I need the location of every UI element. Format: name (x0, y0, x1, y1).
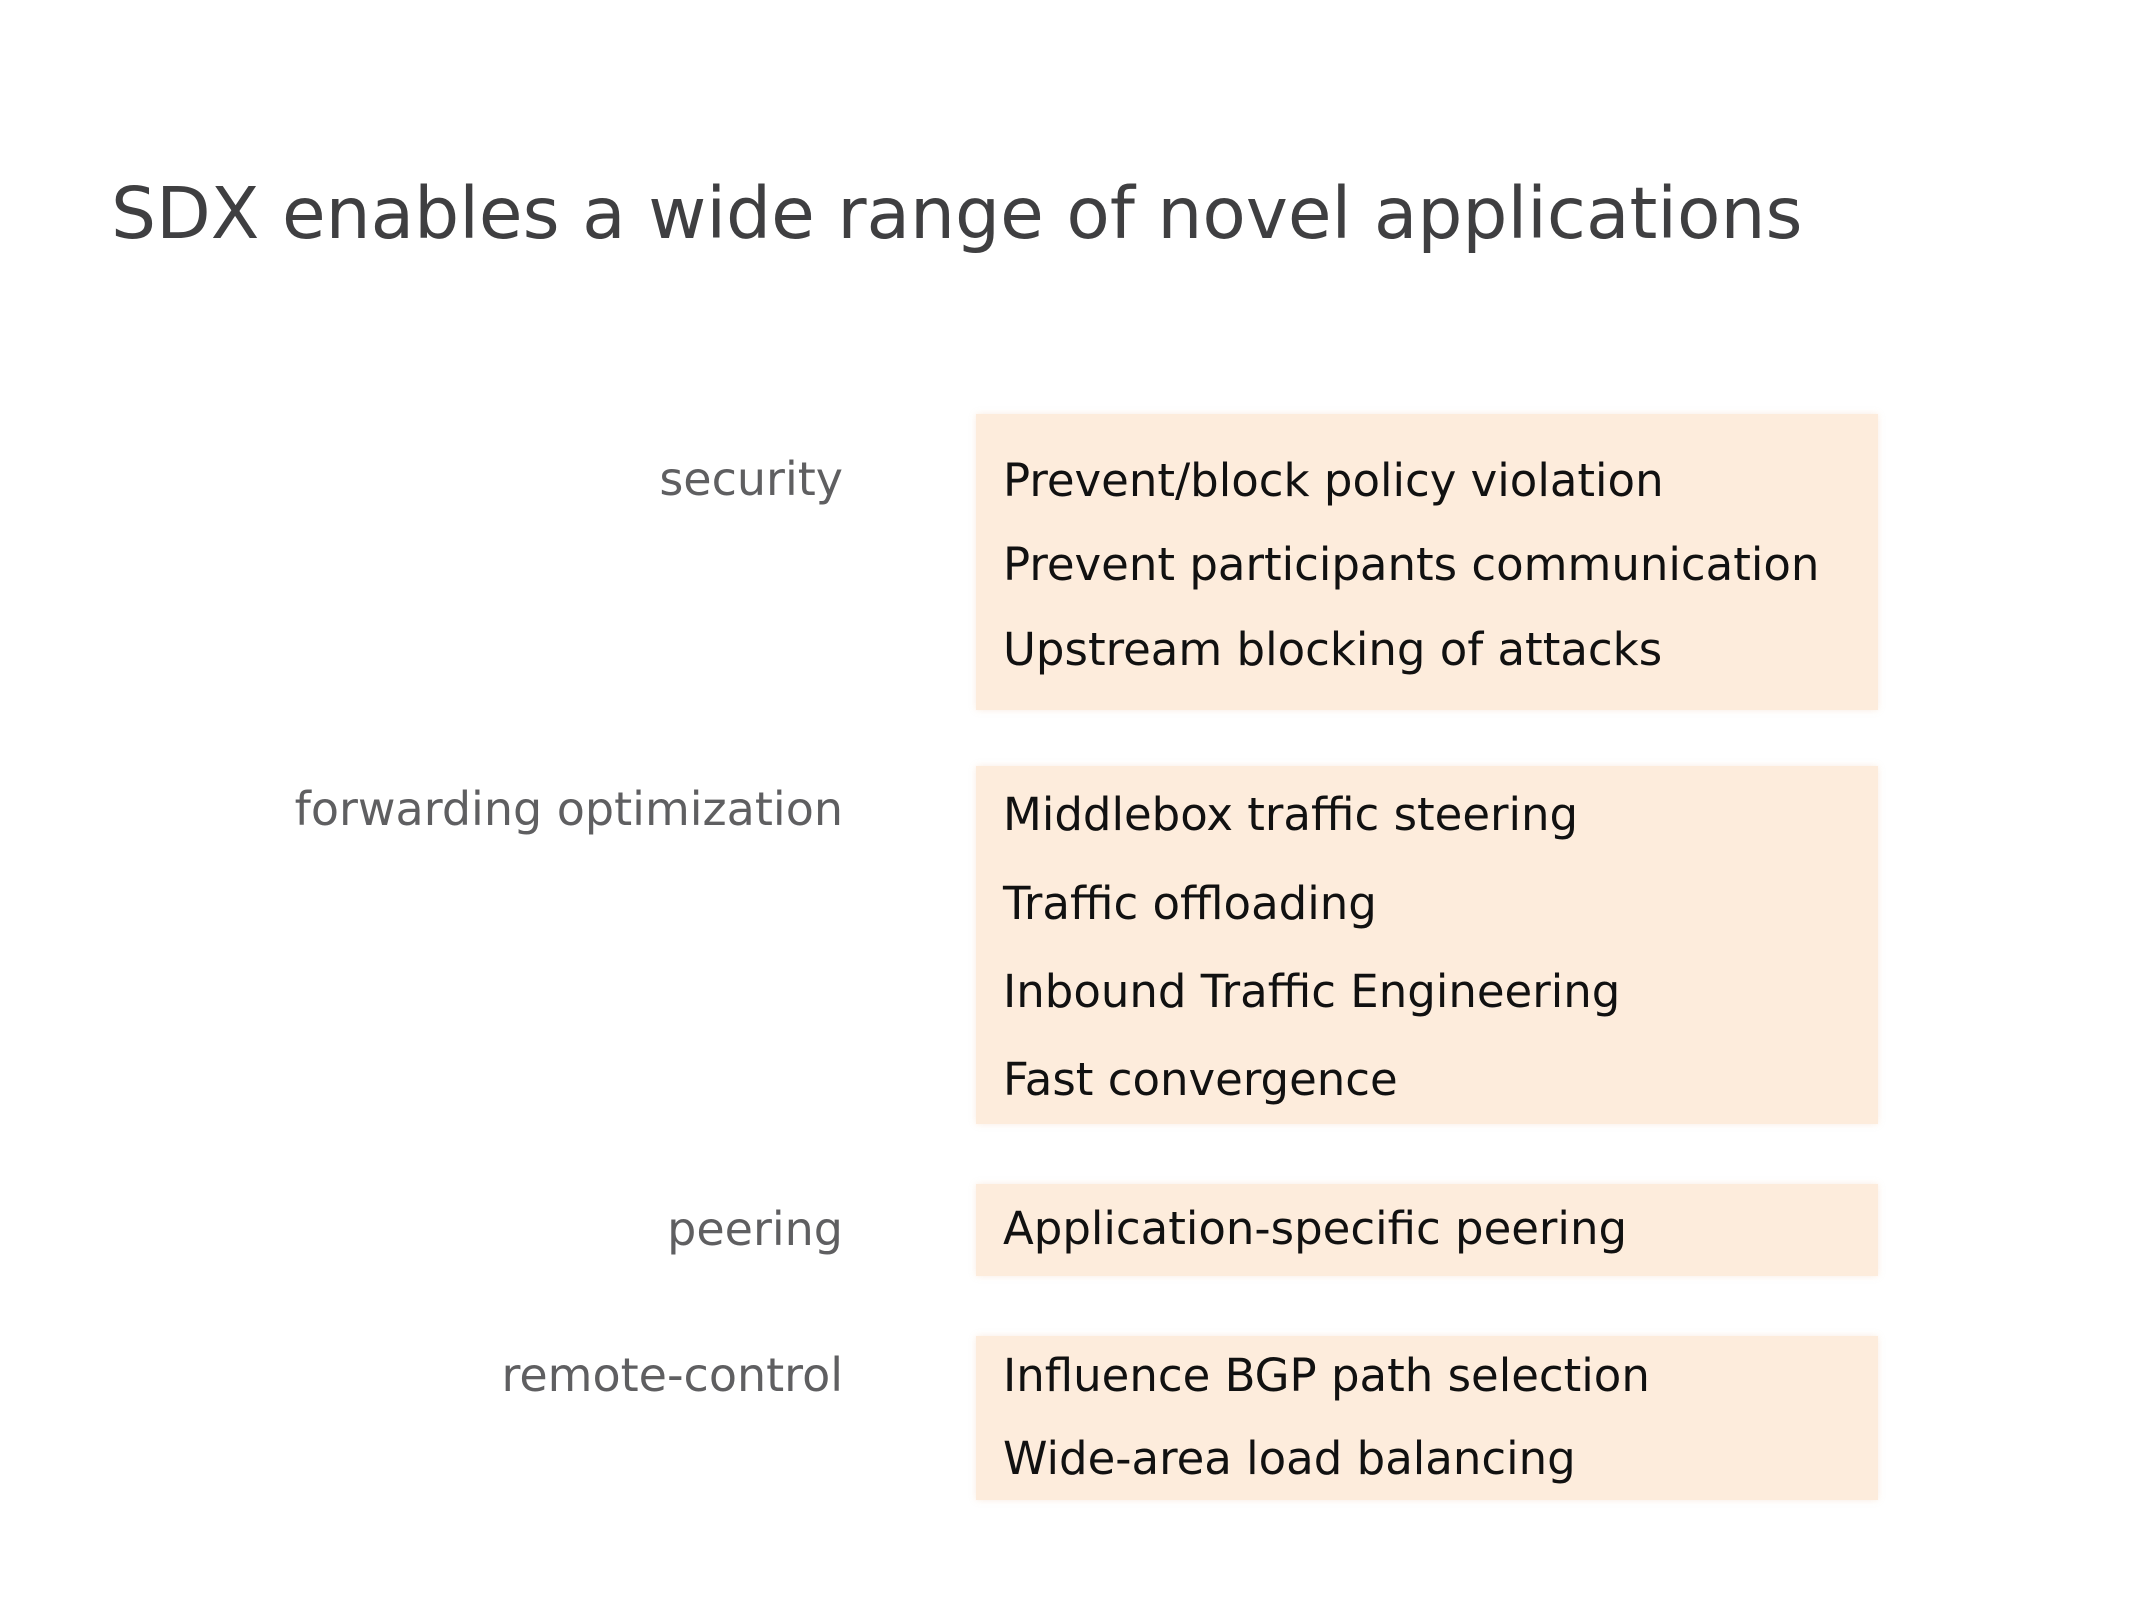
category-label-security: security (659, 452, 843, 506)
list-item: Traffic offloading (1003, 877, 1377, 930)
category-label-forwarding-optimization: forwarding optimization (294, 782, 843, 836)
app-group-peering (976, 1184, 1878, 1276)
list-item: Upstream blocking of attacks (1003, 623, 1663, 676)
list-item: Prevent participants communication (1003, 538, 1820, 591)
list-item: Influence BGP path selection (1003, 1349, 1650, 1402)
app-group-remote-control (976, 1336, 1878, 1500)
list-item: Inbound Traffic Engineering (1003, 965, 1621, 1018)
app-group-security (976, 414, 1878, 710)
list-item: Middlebox traffic steering (1003, 788, 1579, 841)
list-item: Application-specific peering (1003, 1202, 1628, 1255)
app-group-forwarding-optimization (976, 766, 1878, 1124)
list-item: Fast convergence (1003, 1053, 1398, 1106)
list-item: Wide-area load balancing (1003, 1432, 1576, 1485)
slide-title: SDX enables a wide range of novel applications (111, 172, 1803, 255)
list-item: Prevent/block policy violation (1003, 454, 1664, 507)
category-label-peering: peering (667, 1202, 843, 1256)
category-label-remote-control: remote-control (501, 1348, 843, 1402)
